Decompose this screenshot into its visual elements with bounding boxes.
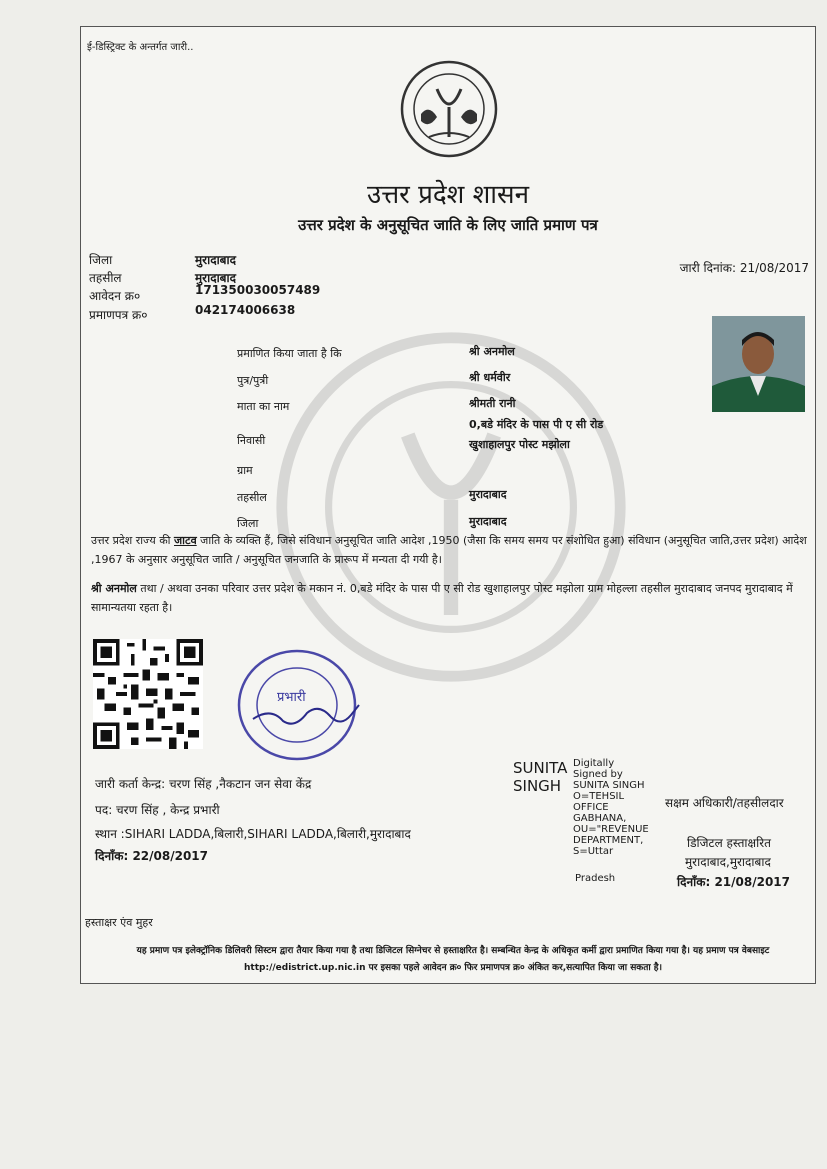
address-line1: 0,बडे मंदिर के पास पी ए सी रोड (469, 418, 604, 431)
detail-tehsil-value: मुरादाबाद (469, 488, 507, 501)
footer-note: यह प्रमाण पत्र इलेक्ट्रॉनिक डिलिवरी सिस्टम द्वारा तैयार किया गया है तथा डिजिटल सिग्नेचर से हस्ताक्षरित है। सम्बन्धित केन्द्र के अधिकृत कर्मी द्वारा प्रमाणित किया गया है। यह प्रमाण पत्र वेबसाइट http://edistrict.up.nic.in पर इसका पहले आवेदन क्र० फिर प्रमाणपत्र क्र० अंकित कर,सत्यापित किया जा सकता है। (136, 946, 770, 973)
mother-label: माता का नाम (237, 400, 290, 413)
watermark-emblem-icon (271, 327, 631, 687)
caste-name: जाटव (174, 534, 197, 547)
authority-date: दिनाँक: 21/08/2017 (677, 875, 791, 889)
application-label: आवेदन क्र० (89, 289, 141, 303)
certificate-subtitle: उत्तर प्रदेश के अनुसूचित जाति के लिए जाति प्रमाण पत्र (298, 216, 598, 234)
top-note: ई-डिस्ट्रिक्ट के अन्तर्गत जारी.. (87, 42, 194, 53)
page-title: उत्तर प्रदेश शासन (366, 180, 530, 210)
certificate-number: 042174006638 (195, 303, 296, 317)
issue-date: जारी दिनांक: 21/08/2017 (679, 261, 809, 275)
father-name: श्री धर्मवीर (469, 371, 511, 384)
tehsil-label: तहसील (89, 271, 122, 285)
residence-text: तथा / अथवा उनका परिवार उत्तर प्रदेश के मकान नं. 0,बडे मंदिर के पास पी ए सी रोड खुशाहालपुर पोस्ट मझोला ग्राम मोहल्ला तहसील मुरादाबाद जनपद मुरादाबाद में सामान्यतया रहता है। (91, 582, 793, 614)
seal-label: प्रभारी (277, 690, 306, 705)
authority-place: मुरादाबाद,मुरादाबाद (685, 855, 771, 869)
applicant-photo (712, 316, 805, 412)
village-label: ग्राम (237, 464, 253, 477)
qr-code (93, 639, 203, 749)
tehsil-value: मुरादाबाद (195, 271, 237, 285)
district-value: मुरादाबाद (195, 253, 237, 267)
digital-signature-detail: Digitally Signed by SUNITA SINGH O=TEHSIL OFFICE GABHANA, OU="REVENUE DEPARTMENT, S=Uttar (573, 758, 649, 857)
caste-paragraph-pre: उत्तर प्रदेश राज्य की (91, 534, 175, 547)
resident-value: खुशाहालपुर पोस्ट मझोला (469, 438, 570, 451)
mother-name: श्रीमती रानी (469, 397, 516, 410)
child-of-label: पुत्र/पुत्री (237, 374, 269, 387)
issuer-centre: जारी कर्ता केन्द्र: चरण सिंह ,नैकटान जन सेवा केंद्र (95, 777, 312, 791)
detail-tehsil-label: तहसील (237, 491, 267, 504)
certified-label: प्रमाणित किया जाता है कि (237, 347, 342, 360)
residence-name: श्री अनमोल (91, 582, 137, 595)
detail-district-value: मुरादाबाद (469, 515, 507, 528)
digital-signature-state: Pradesh (575, 873, 616, 884)
signature-seal-label: हस्ताक्षर एंव मुहर (85, 916, 153, 929)
certificate-label: प्रमाणपत्र क्र० (89, 308, 148, 322)
issuer-date: दिनाँक: 22/08/2017 (95, 849, 209, 863)
application-number: 171350030057489 (195, 283, 321, 297)
authority-designation: सक्षम अधिकारी/तहसीलदार (665, 796, 784, 810)
detail-district-label: जिला (237, 517, 259, 530)
official-seal (231, 647, 371, 767)
caste-paragraph-post: जाति के व्यक्ति हैं, जिसे संविधान अनुसूचित जाति आदेश ,1950 (जैसा कि समय समय पर संशोधित हुआ) संविधान (अनुसूचित जाति,उत्तर प्रदेश) आदेश ,1967 के अनुसार अनुसूचित जाति / अनुसूचित जनजाति के प्रारूप में मन्यता दी गयी है। (91, 534, 807, 566)
residence-paragraph (91, 579, 809, 617)
issuer-post: पद: चरण सिंह , केन्द्र प्रभारी (95, 803, 220, 817)
up-emblem-icon (399, 59, 499, 159)
authority-digital-signed: डिजिटल हस्ताक्षरित (687, 836, 771, 850)
district-label: जिला (89, 253, 113, 267)
certificate-sheet (80, 26, 816, 984)
caste-paragraph (91, 531, 809, 569)
issuer-place: स्थान :SIHARI LADDA,बिलारी,SIHARI LADDA,बिलारी,मुरादाबाद (95, 827, 411, 841)
resident-label: निवासी (237, 434, 266, 447)
digital-signer-name: SUNITA SINGH (513, 759, 568, 795)
applicant-name: श्री अनमोल (469, 345, 515, 358)
